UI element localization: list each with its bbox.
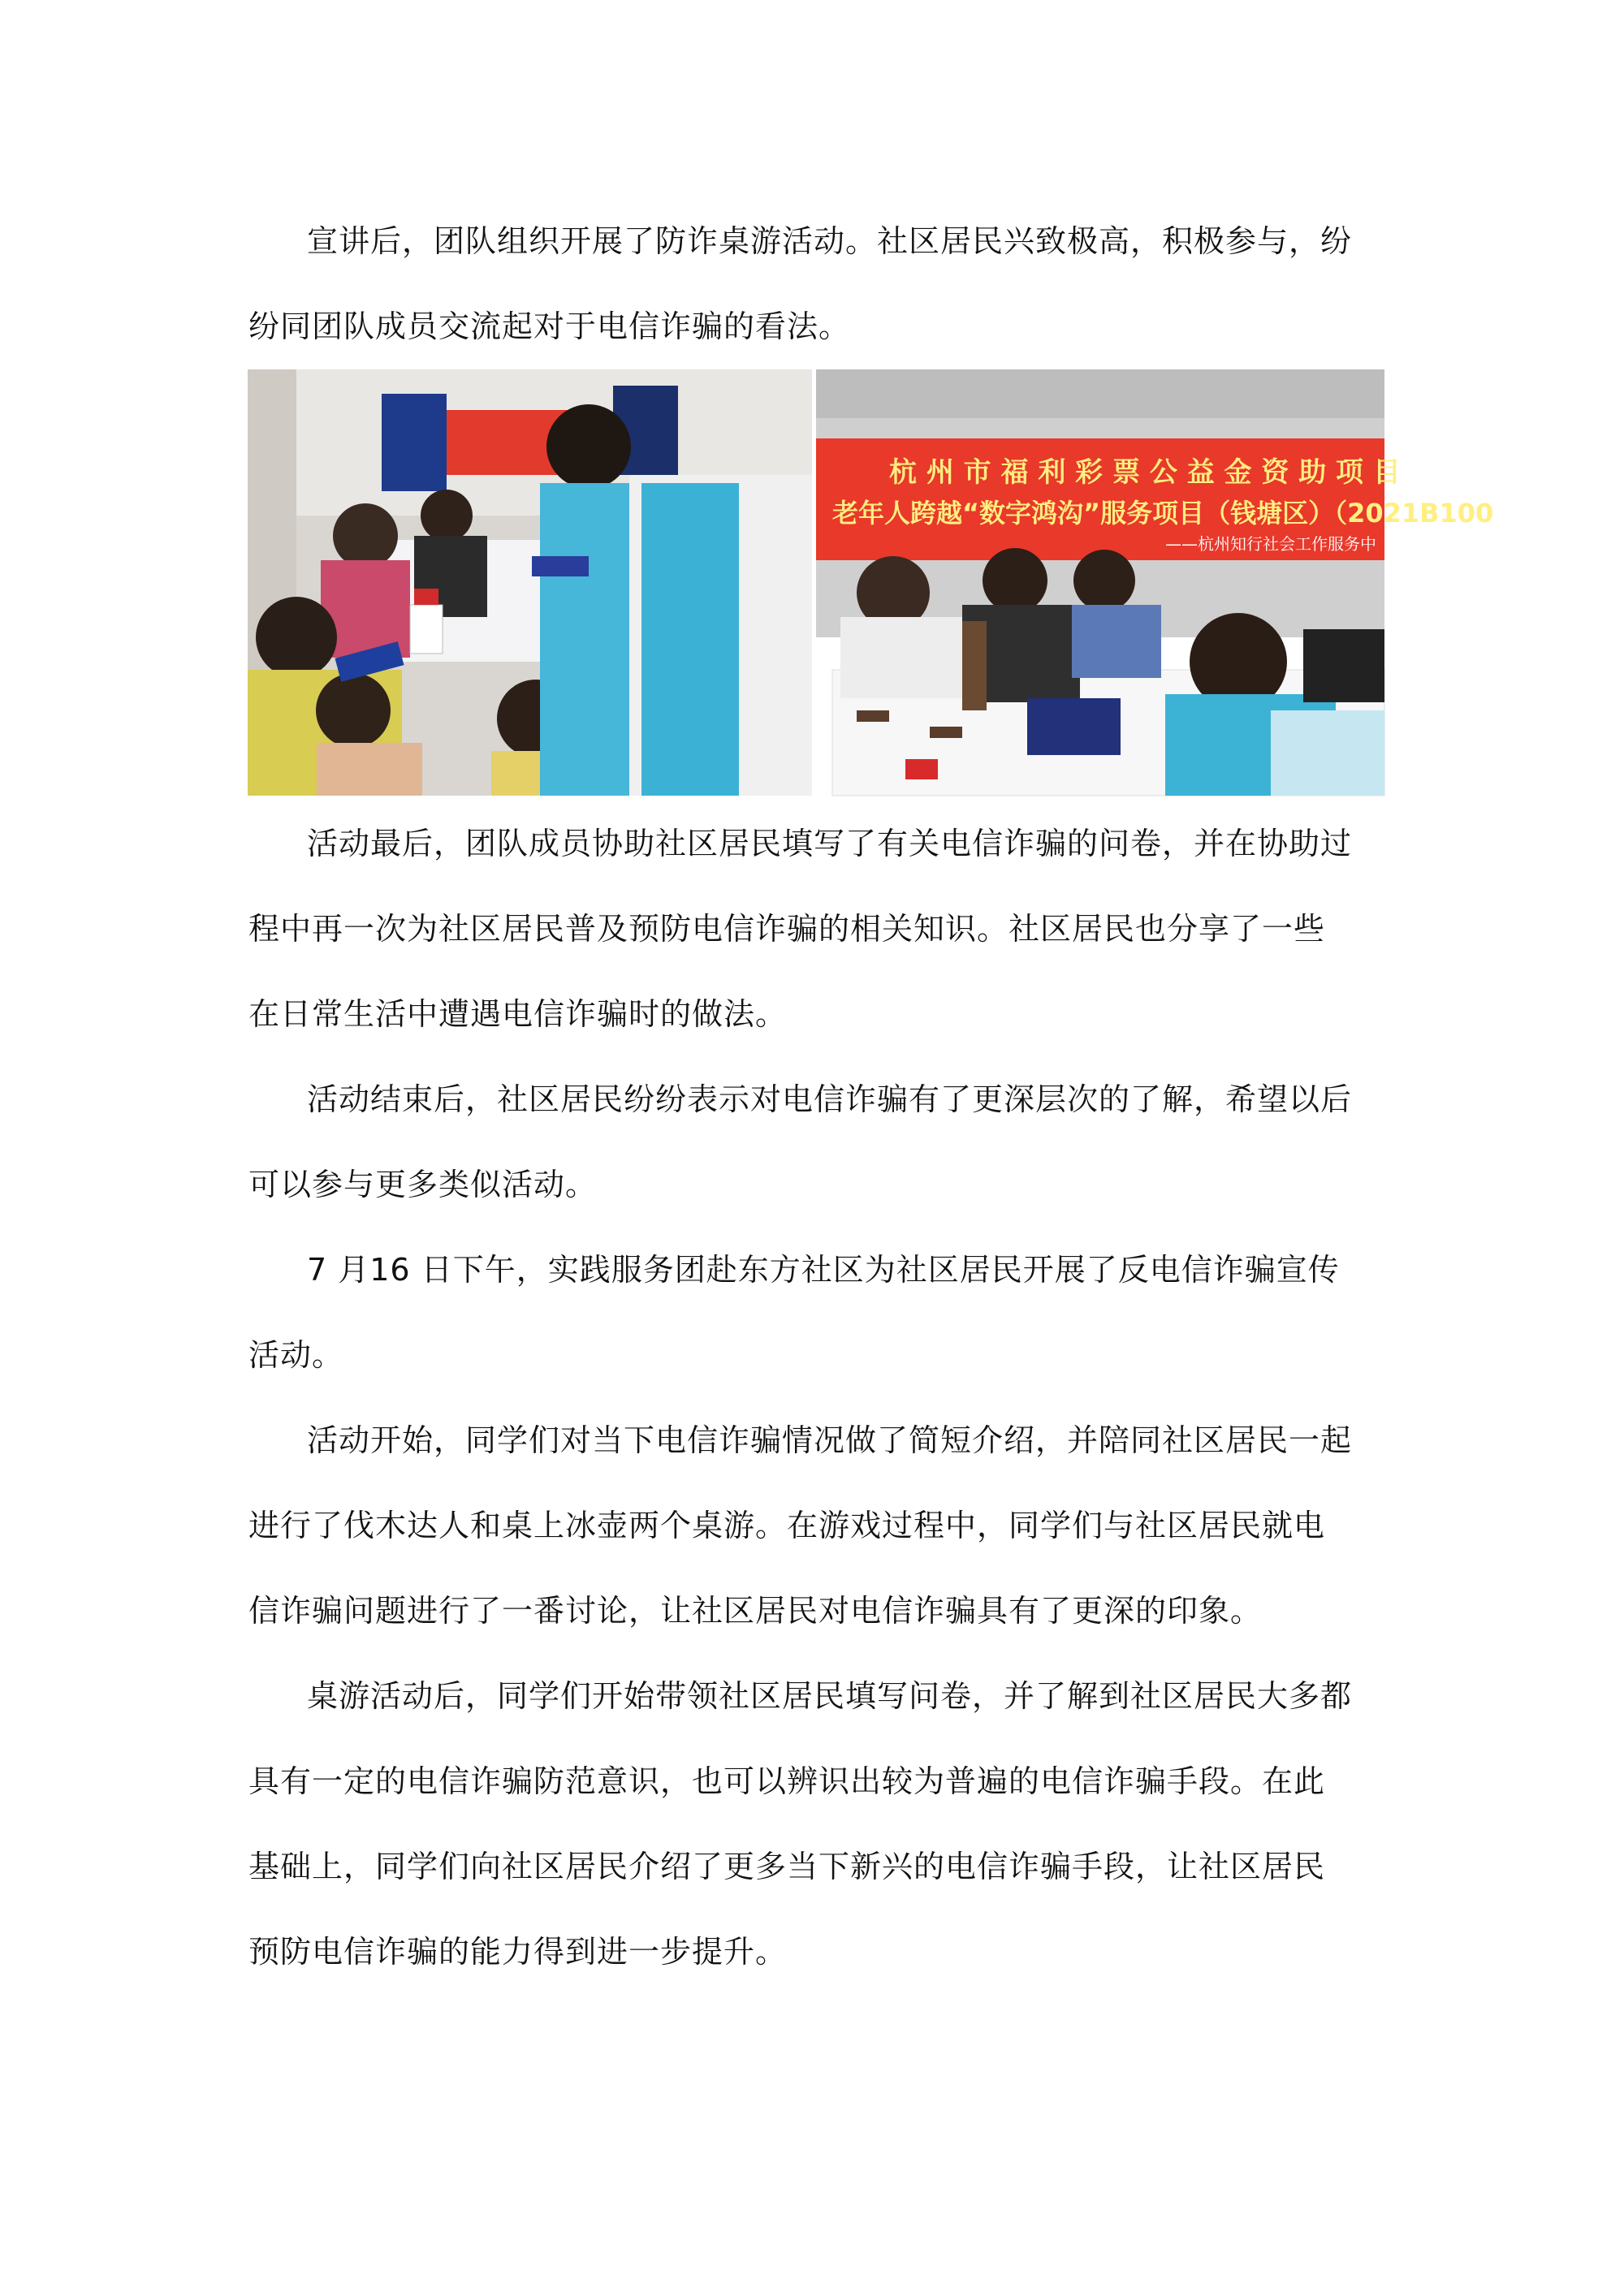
paragraph-6 [248,1654,1390,1995]
paragraph-2 [248,801,1390,1057]
paragraph-2-line-1: 活动最后，团队成员协助社区居民填写了有关电信诈骗的问卷，并在协助过 [307,826,1353,861]
paragraph-1-line-1: 宣讲后，团队组织开展了防诈桌游活动。社区居民兴致极高，积极参与，纷 [307,223,1353,259]
paragraph-5 [248,1398,1390,1654]
paragraph-5-line-1: 活动开始，同学们对当下电信诈骗情况做了简短介绍，并陪同社区居民一起 [307,1422,1353,1458]
paragraph-2-line-2: 程中再一次为社区居民普及预防电信诈骗的相关知识。社区居民也分享了一些 [248,911,1326,947]
paragraph-4-line-2: 活动。 [248,1337,344,1373]
banner-line-2: 老年人跨越“数字鸿沟”服务项目（钱塘区）（2021B100 [832,498,1494,529]
paragraph-5-line-2: 进行了伐木达人和桌上冰壶两个桌游。在游戏过程中，同学们与社区居民就电 [248,1508,1326,1543]
paragraph-4 [248,1228,1390,1398]
paragraph-5-line-3: 信诈骗问题进行了一番讨论，让社区居民对电信诈骗具有了更深的印象。 [248,1593,1263,1629]
paragraph-6-line-1: 桌游活动后，同学们开始带领社区居民填写问卷，并了解到社区居民大多都 [307,1678,1353,1714]
paragraph-1 [248,199,1390,369]
banner-line-1: 杭 州 市 福 利 彩 票 公 益 金 资 助 项 目 [889,456,1401,489]
paragraph-1-line-2: 纷同团队成员交流起对于电信诈骗的看法。 [248,309,851,344]
paragraph-3 [248,1057,1390,1228]
paragraph-3-line-1: 活动结束后，社区居民纷纷表示对电信诈骗有了更深层次的了解，希望以后 [307,1081,1353,1117]
paragraph-6-line-4: 预防电信诈骗的能力得到进一步提升。 [248,1934,788,1970]
banner-line-3: ——杭州知行社会工作服务中 [1165,534,1376,554]
photo-board-game-activity-right [816,369,1494,796]
paragraph-2-line-3: 在日常生活中遭遇电信诈骗时的做法。 [248,996,788,1032]
paragraph-6-line-3: 基础上，同学们向社区居民介绍了更多当下新兴的电信诈骗手段，让社区居民 [248,1849,1326,1884]
paragraph-6-line-2: 具有一定的电信诈骗防范意识，也可以辨识出较为普遍的电信诈骗手段。在此 [248,1763,1326,1799]
paragraph-3-line-2: 可以参与更多类似活动。 [248,1167,598,1202]
paragraph-4-line-1: 7 月16 日下午，实践服务团赴东方社区为社区居民开展了反电信诈骗宣传 [307,1252,1340,1288]
photo-board-game-activity-left [248,369,812,796]
